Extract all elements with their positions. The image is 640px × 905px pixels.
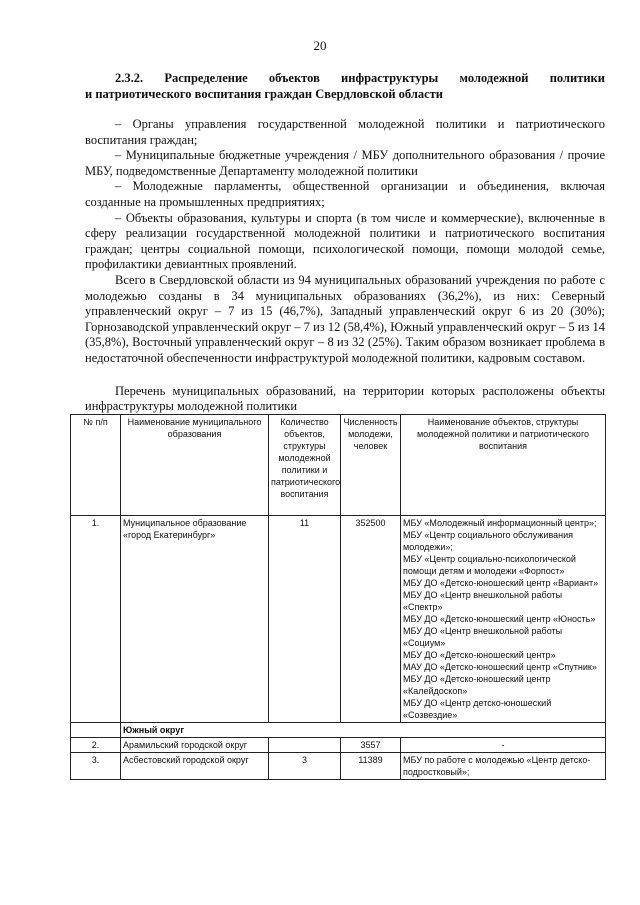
object-item: МБУ ДО «Центр внешкольной работы «Спектр» [403,590,563,612]
row-name: Муниципальное образование «город Екатеринбург» [121,516,269,723]
header-youth: Численность молодежи, человек [341,415,401,516]
object-item: МБУ «Центр социального обслуживания молодежи»; [403,530,573,552]
paragraph: – Органы управления государственной молодежной политики и патриотического воспитания граждан; [85,117,605,147]
header-num: № п/п [71,415,121,516]
row-count [269,738,341,753]
object-item: МБУ ДО «Детско-юношеский центр «Юность» [403,614,596,624]
row-objects: МБУ по работе с молодежью «Центр детско-подростковый»; [401,753,606,780]
heading-word: объектов [268,71,320,85]
row-objects: - [401,738,606,753]
heading-word: Распределение [164,71,248,85]
row-name: Асбестовский городской округ [121,753,269,780]
row-youth: 3557 [341,738,401,753]
row-name: Арамильский городской округ [121,738,269,753]
region-label: Южный округ [121,723,606,738]
object-item: МБУ ДО «Детско-юношеский центр» [403,650,556,660]
heading-number: 2.3.2. [115,71,144,85]
heading-word: молодежной [459,71,529,85]
header-objects: Наименование объектов, структуры молодежной политики и патриотического воспитания [401,415,606,516]
municipalities-table [70,414,606,780]
object-item: МАУ ДО «Детско-юношеский центр «Спутник» [403,662,597,672]
row-youth: 352500 [341,516,401,723]
region-row [71,723,606,738]
object-item: МБУ «Центр социально-психологической помощи детям и молодежи «Форпост» [403,554,576,576]
object-item: МБУ ДО «Детско-юношеский центр «Вариант» [403,578,599,588]
row-objects [401,516,606,723]
table-row [71,753,606,780]
paragraph: – Молодежные парламенты, общественной организации и объединения, включая созданные на промышленных предприятиях; [85,179,605,209]
page-number: 20 [313,38,327,53]
row-num: 2. [71,738,121,753]
row-num: 1. [71,516,121,723]
header-count: Количество объектов, структуры молодежной политики и патриотического воспитания [269,415,341,516]
object-item: МБУ «Молодежный информационный центр»; [403,518,597,528]
heading-word: политики [549,71,605,85]
object-item: МБУ ДО «Центр детско-юношеский «Созвездие» [403,698,552,720]
paragraph: Всего в Свердловской области из 94 муниципальных образований учреждения по работе с молодежью созданы в 34 муниципальных образованиях (36,2%), из них: Северный управленческий округ – 7 из 15 (46,7%), Западный управленческий округ 6 из 20 (30%); Горнозаводской управленческий округ – 7 из 12 (58,4%), Южный управленческий округ – 5 из 14 (35,8%), Восточный управленческий округ – 8 из 32 (25%). Таким образом возникает проблема в недостаточной обеспеченности инфраструктурой молодежной политики, кадровым составом. [85,272,605,365]
body-text [85,117,605,367]
paragraph: – Муниципальные бюджетные учреждения / МБУ дополнительного образования / прочие МБУ, подведомственные Департаменту молодежной политики [85,148,605,178]
object-item: МБУ ДО «Центр внешкольной работы «Социум» [403,626,563,648]
table-caption: Перечень муниципальных образований, на территории которых расположены объекты инфраструктуры молодежной политики [85,384,605,413]
heading-line2: и патриотического воспитания граждан Свердловской области [85,87,443,101]
object-item: МБУ ДО «Детско-юношеский центр «Калейдоскоп» [403,674,551,696]
paragraph: – Объекты образования, культуры и спорта (в том числе и коммерческие), включенные в сферу реализации государственной молодежной политики и патриотического воспитания граждан; центры социальной помощи, психологической помощи, помощи молодой семье, профилактики девиантных проявлений. [85,210,605,272]
table-row [71,738,606,753]
table-header-row [71,415,606,516]
header-name: Наименование муниципального образования [121,415,269,516]
heading-word: инфраструктуры [341,71,439,85]
row-youth: 11389 [341,753,401,780]
row-count: 11 [269,516,341,723]
section-heading [85,70,605,102]
row-num: 3. [71,753,121,780]
row-count: 3 [269,753,341,780]
table-row [71,516,606,723]
